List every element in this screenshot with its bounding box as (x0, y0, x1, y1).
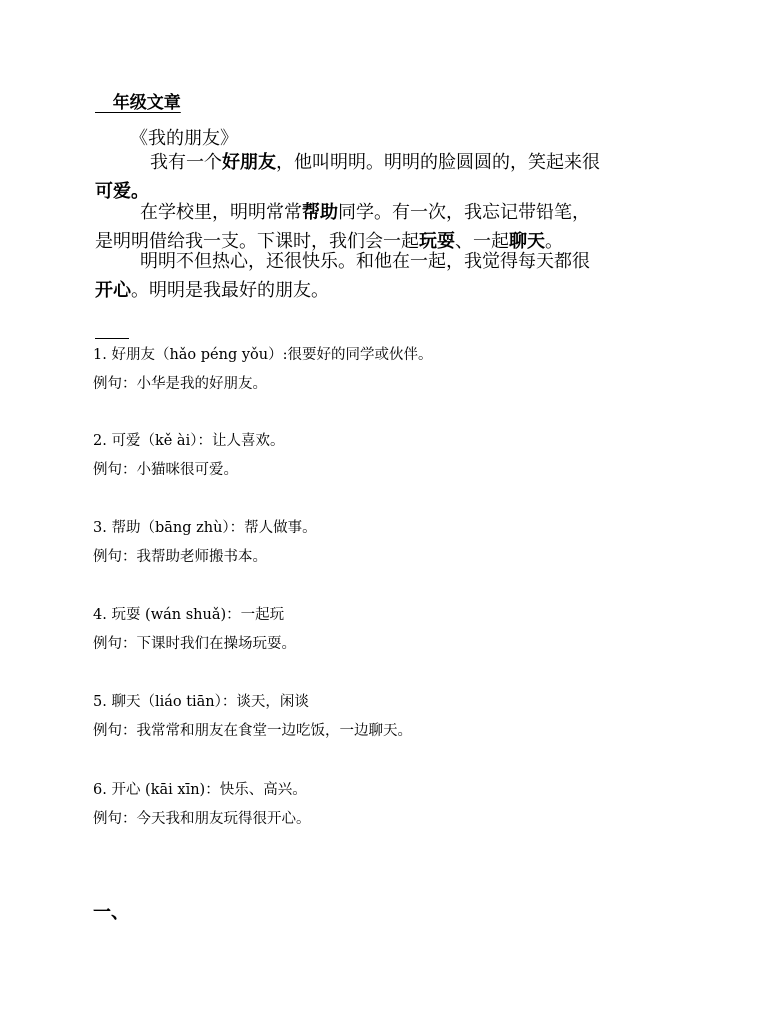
vocab-definition: 1. 好朋友（hǎo péng yǒu）:很要好的同学或伙伴。 (93, 347, 433, 363)
vocab-entry (93, 780, 311, 829)
text-run: 是明明借给我一支。下课时，我们会一起 (95, 231, 419, 252)
vocab-definition: 4. 玩耍 (wán shuǎ)：一起玩 (93, 607, 285, 623)
paragraph-line (95, 247, 685, 276)
keyword-ke-ai: 可爱 (95, 181, 131, 202)
text-run: 明明不但热心，还很快乐。和他在一起，我觉得每天都很 (140, 251, 590, 272)
vocab-entry (93, 605, 296, 654)
text-run: 、一起 (455, 231, 509, 252)
vocab-entry (93, 692, 412, 741)
vocab-example: 例句：今天我和朋友玩得很开心。 (93, 811, 311, 827)
text-run: 在学校里，明明常常 (140, 202, 302, 223)
vocab-definition: 2. 可爱（kě ài）：让人喜欢。 (93, 433, 285, 449)
keyword-kai-xin: 开心 (95, 280, 131, 301)
article-title: 《我的朋友》 (130, 128, 238, 149)
text-run: 我有一个 (150, 152, 222, 173)
vocab-example: 例句：我常常和朋友在食堂一边吃饭，一边聊天。 (93, 723, 412, 739)
text-run: 同学。有一次，我忘记带铅笔， (338, 202, 590, 223)
keyword-hao-peng-you: 好朋友 (222, 152, 276, 173)
vocab-example: 例句：小华是我的好朋友。 (93, 376, 267, 392)
vocab-entry (93, 431, 284, 480)
keyword-wan-shua: 玩耍 (419, 231, 455, 252)
vocab-definition: 3. 帮助（bāng zhù）：帮人做事。 (93, 520, 317, 536)
vocab-example: 例句：下课时我们在操场玩耍。 (93, 636, 296, 652)
divider (95, 338, 129, 339)
vocab-example: 例句：我帮助老师搬书本。 (93, 549, 267, 565)
section-heading: 一、 (93, 902, 129, 923)
text-run: 。 (131, 181, 149, 202)
paragraph-line (95, 276, 685, 305)
text-run: 。 (545, 231, 563, 252)
vocab-definition: 5. 聊天（liáo tiān）：谈天，闲谈 (93, 694, 309, 710)
paragraph-line (95, 198, 685, 227)
text-run: 。明明是我最好的朋友。 (131, 280, 329, 301)
keyword-liao-tian: 聊天 (509, 231, 545, 252)
paragraph-line (95, 148, 685, 177)
keyword-bang-zhu: 帮助 (302, 202, 338, 223)
page-title: 年级文章 (95, 93, 181, 113)
vocab-entry (93, 345, 433, 394)
vocab-entry (93, 518, 317, 567)
vocab-example: 例句：小猫咪很可爱。 (93, 462, 238, 478)
text-run: ，他叫明明。明明的脸圆圆的，笑起来很 (276, 152, 600, 173)
article-paragraph-3 (95, 247, 685, 305)
vocab-definition: 6. 开心 (kāi xīn)：快乐、高兴。 (93, 782, 307, 798)
